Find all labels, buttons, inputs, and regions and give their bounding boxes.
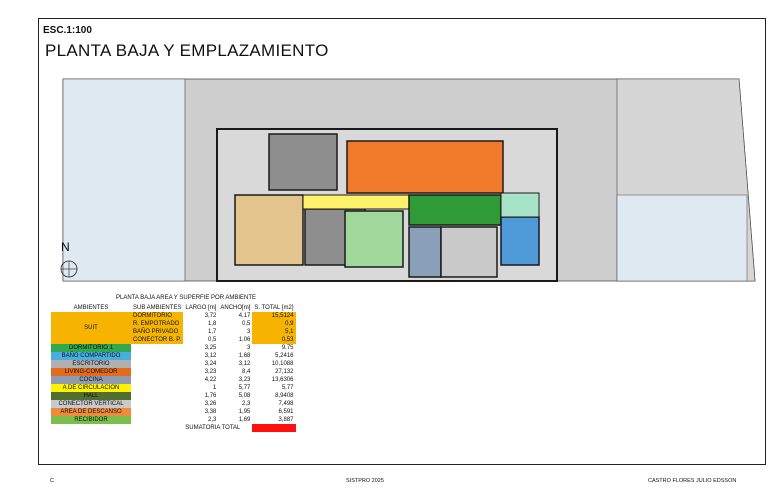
ancho-cell: 5,08 (238, 393, 251, 399)
largo-cell: 1,7 (208, 329, 217, 335)
room-cell: A DE CIRCULACION (51, 384, 131, 392)
header-ambientes: AMBIENTES (73, 305, 109, 311)
sub-cell (131, 416, 183, 424)
suit-cell: SUIT (51, 312, 131, 344)
sub-cell: BAÑO PRIVADO (131, 328, 183, 336)
room-cell: AREA DE DESCANSO (51, 408, 131, 416)
room-cell: BAÑO COMPARTIDO (51, 352, 131, 360)
rest-area (501, 193, 539, 217)
hall-area (409, 195, 501, 225)
ancho-cell: 2,3 (242, 401, 251, 407)
total-cell: 27,132 (275, 369, 294, 375)
sub-cell (131, 368, 183, 376)
ancho-cell: 8,4 (242, 369, 251, 375)
room-cell: ESCRITORIO (51, 360, 131, 368)
ancho-cell: 1,95 (238, 409, 251, 415)
table-row (51, 360, 296, 368)
staircase (501, 217, 539, 265)
header-total: S. TOTAL [m2] (254, 305, 294, 311)
ancho-cell: 1,69 (238, 417, 251, 423)
table-row (51, 400, 296, 408)
ancho-cell: 5,77 (238, 385, 251, 391)
ancho-cell: 3 (247, 329, 251, 335)
footer-author: CASTRO FLORES JULIO EDSSON (648, 478, 737, 484)
sub-cell (131, 344, 183, 352)
total-cell: 8,9408 (275, 393, 294, 399)
ancho-cell: 0,5 (242, 321, 251, 327)
table-row (51, 384, 296, 392)
ancho-cell: 3 (247, 345, 251, 351)
largo-cell: 3,72 (204, 313, 217, 319)
total-cell: 5,2416 (275, 353, 294, 359)
total-cell: 7,498 (278, 401, 294, 407)
footer-center: SISTPRO 2025 (346, 478, 384, 484)
table-row (51, 408, 296, 416)
total-cell: 0,53 (252, 336, 295, 344)
sum-label: SUMATORIA TOTAL (185, 425, 241, 431)
largo-cell: 3,24 (204, 361, 217, 367)
room-cell: HALL (51, 392, 131, 400)
circulation-area (303, 195, 409, 209)
sub-cell (131, 392, 183, 400)
sub-cell (131, 400, 183, 408)
dining-room (345, 211, 403, 267)
sub-cell (131, 352, 183, 360)
largo-cell: 1,76 (204, 393, 217, 399)
total-cell: 9,75 (281, 345, 294, 351)
room-cell: CONECTOR VERTICAL (51, 400, 131, 408)
table-row (51, 344, 296, 352)
total-cell: 5,1 (252, 328, 295, 336)
table-row (51, 352, 296, 360)
total-cell: 10,1088 (271, 361, 294, 367)
schedule-header (51, 304, 296, 312)
ancho-cell: 1,06 (238, 337, 251, 343)
sub-cell: CONECTOR B. P. (131, 336, 183, 344)
scale-label: ESC.1:100 (43, 25, 92, 36)
drawing-sheet (38, 18, 766, 465)
left-strip (63, 79, 185, 281)
total-cell: 6,591 (278, 409, 294, 415)
north-label: N (61, 240, 70, 254)
total-cell: 15,5124 (252, 312, 295, 320)
header-sub: SUB AMBIENTES (133, 305, 182, 311)
office-room (441, 227, 497, 277)
front-yard (617, 195, 747, 281)
ancho-cell: 1,68 (238, 353, 251, 359)
total-cell: 3,887 (278, 417, 294, 423)
total-cell: 5,77 (281, 385, 294, 391)
room-cell: DORMITORIO 1 (51, 344, 131, 352)
ancho-cell: 4,17 (238, 313, 251, 319)
schedule-title: PLANTA BAJA AREA Y SUPERFIE POR AMBIENTE (116, 295, 257, 301)
sub-cell: DORMITORIO (131, 312, 183, 320)
area-schedule (51, 304, 296, 432)
header-largo: LARGO [m] (185, 305, 217, 311)
sub-cell (131, 360, 183, 368)
largo-cell: 1,8 (208, 321, 217, 327)
largo-cell: 3,38 (204, 409, 217, 415)
largo-cell: 3,12 (204, 353, 217, 359)
sum-value: 120,5902 (252, 424, 295, 432)
largo-cell: 2,3 (208, 417, 217, 423)
largo-cell: 4,22 (204, 377, 217, 383)
header-ancho: ANCHO[m] (220, 305, 251, 311)
table-row (51, 368, 296, 376)
room-cell: RECIBIDOR (51, 416, 131, 424)
sub-cell: R. EMPOTRADO (131, 320, 183, 328)
table-row (51, 392, 296, 400)
bath-room (409, 227, 441, 277)
room-cell: LIVING-COMEDOR (51, 368, 131, 376)
footer-left: C (50, 478, 54, 484)
sheet-title: PLANTA BAJA Y EMPLAZAMIENTO (45, 41, 329, 60)
largo-cell: 1 (213, 385, 217, 391)
table-row (51, 376, 296, 384)
largo-cell: 3,26 (204, 401, 217, 407)
total-cell: 0,9 (252, 320, 295, 328)
living-room (347, 141, 503, 193)
ancho-cell: 3,12 (238, 361, 251, 367)
suit-room (235, 195, 303, 265)
sub-cell (131, 376, 183, 384)
table-row (51, 416, 296, 424)
ancho-cell: 3,23 (238, 377, 251, 383)
sum-row (51, 424, 296, 432)
sub-cell (131, 384, 183, 392)
largo-cell: 0,5 (208, 337, 217, 343)
largo-cell: 3,25 (204, 345, 217, 351)
table-row (51, 312, 296, 320)
sub-cell (131, 408, 183, 416)
gravel-room (269, 134, 337, 190)
room-cell: COCINA (51, 376, 131, 384)
largo-cell: 3,23 (204, 369, 217, 375)
total-cell: 13,6306 (271, 377, 294, 383)
